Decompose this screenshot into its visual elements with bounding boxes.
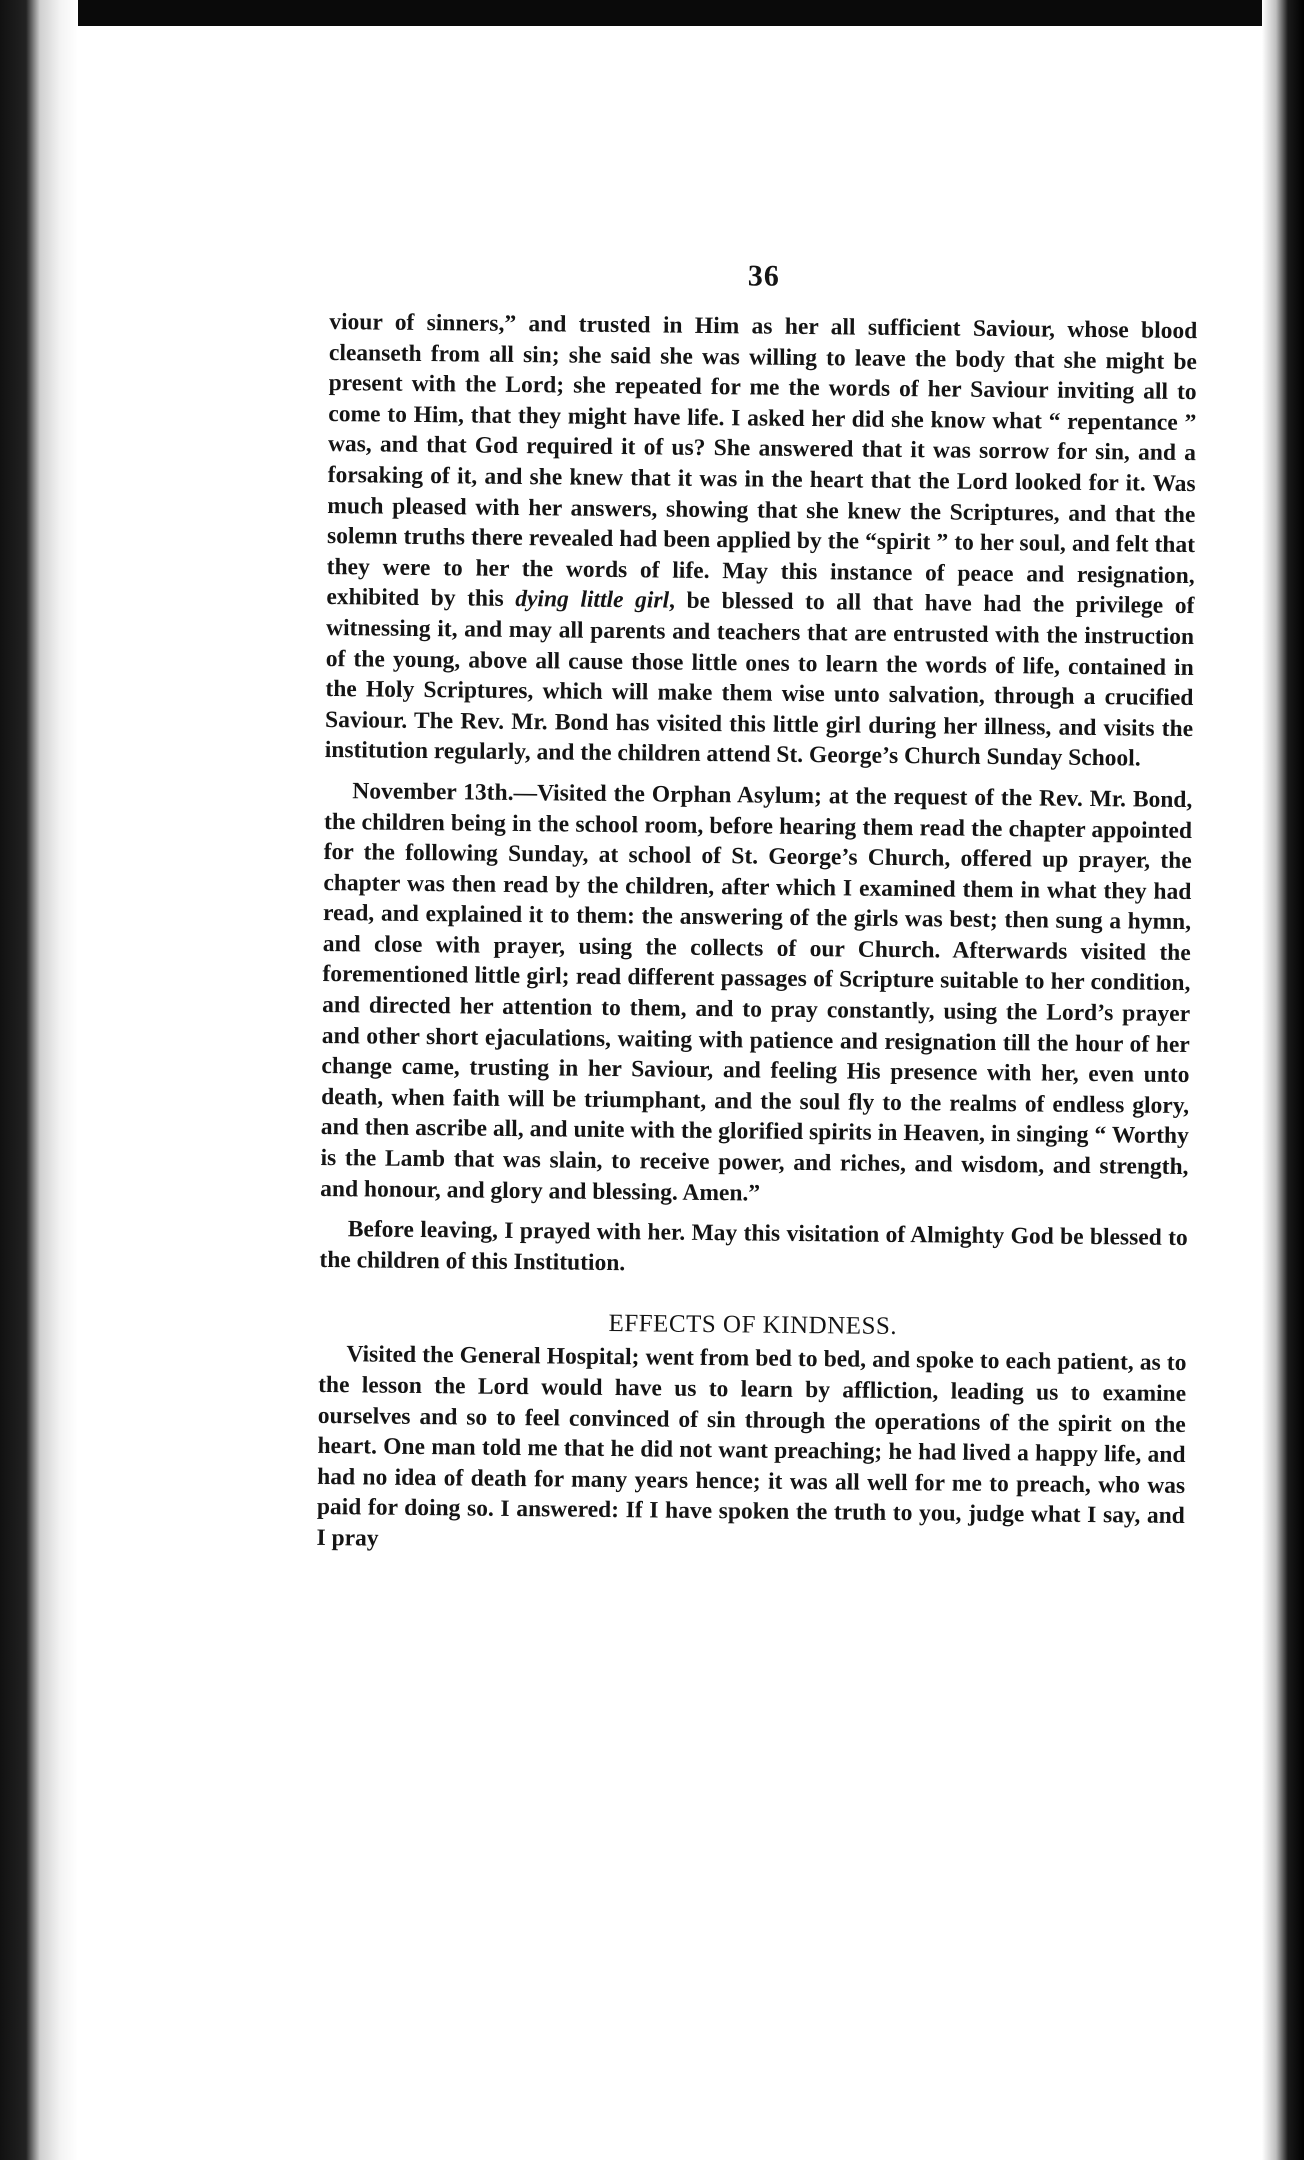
- paragraph-2: November 13th.—Visited the Orphan Asylum; at the request of the Rev. Mr. Bond, the children being in the school room, before hearing them read the chapter appointed for the following Sunday, at school of St. George’s Church, offered up prayer, the chapter was then read by the children, after which I examined them in what they had read, and explained it to them: the answering of the girls was best; then sung a hymn, and close with prayer, using the collects of our Church. Afterwards visited the forementioned little girl; read different passages of Scripture suitable to her condition, and directed her attention to them, and to pray constantly, using the Lord’s prayer and other short ejaculations, waiting with patience and resignation till the hour of her change came, trusting in her Saviour, and feeling His presence with her, even unto death, when faith will be triumphant, and the soul fly to the realms of endless glory, and then ascribe all, and unite with the glorified spirits in Heaven, in singing “ Worthy is the Lamb that was slain, to receive power, and riches, and wisdom, and strength, and honour, and glory and blessing. Amen.”: [320, 778, 1193, 1207]
- section-heading: EFFECTS OF KINDNESS.: [608, 1310, 898, 1341]
- page-number: 36: [747, 259, 780, 293]
- section-paragraph: Visited the General Hospital; went from bed to bed, and spoke to each patient, as to the lesson the Lord would have us to learn by affliction, leading us to examine ourselves and so to feel convinced of sin through the operations of the spirit on the heart. One man told me that he did not want preaching; he had lived a happy life, and had no idea of death for many years hence; it was all well for me to preach, who was paid for doing so. I answered: If I have spoken the truth to you, judge what I say, and I pray: [316, 1341, 1187, 1552]
- paragraph-1: viour of sinners,” and trusted in Him as her all sufficient Saviour, whose blood cleanseth from all sin; she said she was willing to leave the body that she might be present with the Lord; she repeated for me the words of her Saviour inviting all to come to Him, that they might have life. I asked her did she know what “ repentance ” was, and that God required it of us? She answered that it was sorrow for sin, and a forsaking of it, and she knew that it was in the heart that the Lord looked for it. Was much pleased with her answers, showing that she knew the Scriptures, and that the solemn truths there revealed had been applied by the “spirit ” to her soul, and felt that they were to her the words of life. May this instance of peace and resignation, exhibited by this dying little girl, be blessed to all that have had the privilege of witnessing it, and may all parents and teachers that are entrusted with the instruction of the young, above all cause those little ones to learn the words of life, contained in the Holy Scriptures, which will make them wise unto salvation, through a crucified Saviour. The Rev. Mr. Bond has visited this little girl during her illness, and visits the institution regularly, and the children attend St. George’s Church Sunday School.: [324, 308, 1198, 772]
- scan-left-edge: [0, 0, 78, 2160]
- italic-phrase: dying little girl: [515, 586, 670, 614]
- paragraph-3: Before leaving, I prayed with her. May this visitation of Almighty God be blessed to the children of this Institution.: [319, 1216, 1188, 1276]
- page-content: [316, 255, 1198, 1563]
- scan-top-edge: [0, 0, 1304, 26]
- scan-right-edge: [1262, 0, 1304, 2160]
